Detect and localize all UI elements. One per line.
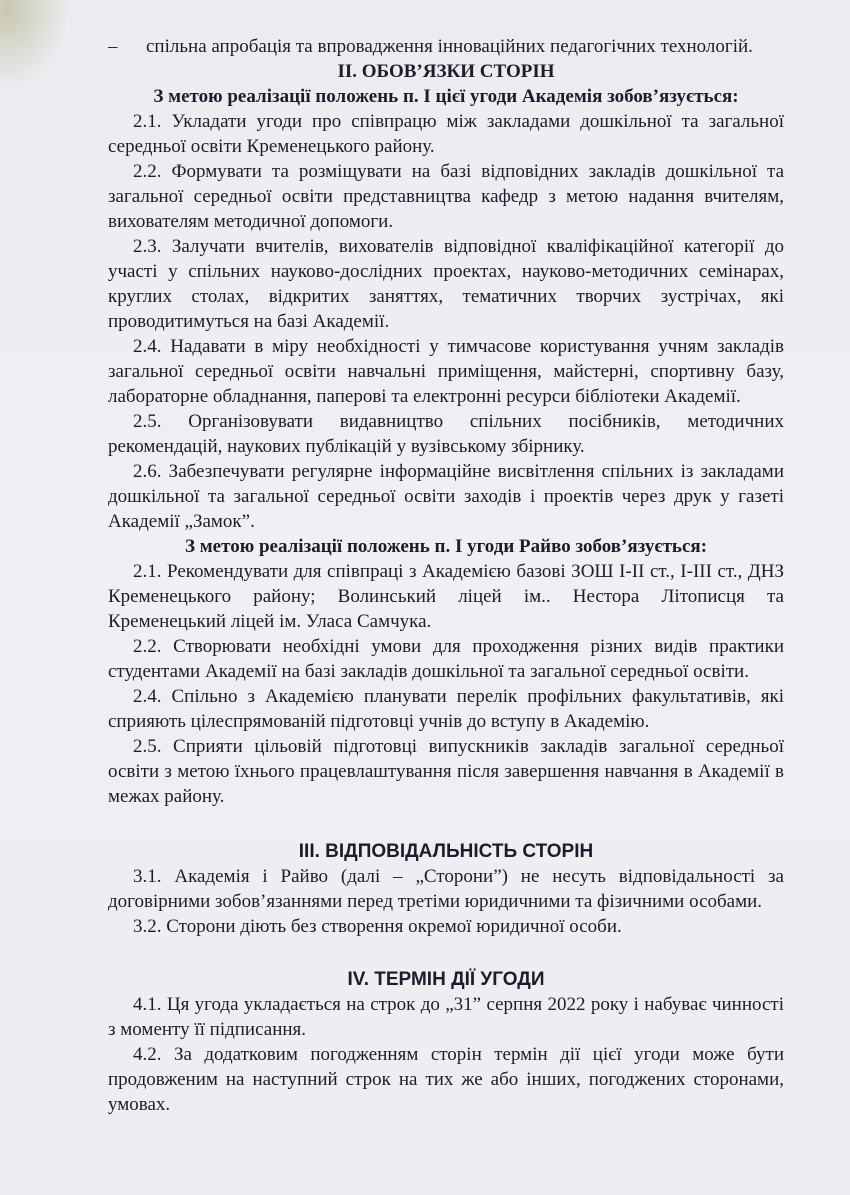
section-2-heading: II. ОБОВ’ЯЗКИ СТОРІН (337, 61, 555, 82)
paper-stain (0, 0, 70, 90)
section-4-heading: IV. ТЕРМІН ДІЇ УГОДИ (347, 969, 545, 990)
section-3-item-3-1: 3.1. Академія і Райво (далі – „Сторони”) не несуть відповідальності за договірними зобов’язаннями перед третіми юридичними та фізичними особами. (108, 866, 784, 912)
academy-item-2-1: 2.1. Укладати угоди про співпрацю між закладами дошкільної та загальної середньої освіти Кременецького району. (108, 111, 784, 157)
raivo-obligations-lead: З метою реалізації положень п. І угоди Райво зобов’язується: (184, 536, 708, 557)
section-3-item-3-2: 3.2. Сторони діють без створення окремої юридичної особи. (133, 916, 622, 937)
raivo-item-2-2: 2.2. Створювати необхідні умови для проходження різних видів практики студентами Академії на базі закладів дошкільної та загальної середньої освіти. (108, 636, 784, 682)
section-4-item-4-2: 4.2. За додатковим погодженням сторін термін дії цієї угоди може бути продовженим на наступний строк на тих же або інших, погоджених сторонами, умовах. (108, 1044, 784, 1115)
intro-paragraph (108, 34, 784, 59)
academy-item-2-2: 2.2. Формувати та розміщувати на базі відповідних закладів дошкільної та загальної середньої освіти представництва кафедр з метою надання вчителям, вихователям методичної допомоги. (108, 161, 784, 232)
intro-text: спільна апробація та впровадження інноваційних педагогічних технологій. (146, 36, 753, 57)
section-3-heading: III. ВІДПОВІДАЛЬНІСТЬ СТОРІН (298, 841, 594, 862)
academy-item-2-6: 2.6. Забезпечувати регулярне інформаційне висвітлення спільних із закладами дошкільної та загальної середньої освіти заходів і проектів через друк у газеті Академії „Замок”. (108, 461, 784, 532)
academy-item-2-4: 2.4. Надавати в міру необхідності у тимчасове користування учням закладів загальної середньої освіти навчальні приміщення, майстерні, спортивну базу, лабораторне обладнання, паперові та електронні ресурси бібліотеки Академії. (108, 336, 784, 407)
academy-obligations-lead: З метою реалізації положень п. І цієї угоди Академія зобов’язується: (153, 86, 739, 107)
academy-item-2-5: 2.5. Організовувати видавництво спільних посібників, методичних рекомендацій, наукових публікацій у вузівському збірнику. (108, 411, 784, 457)
raivo-item-2-4: 2.4. Спільно з Академією планувати перелік профільних факультативів, які сприяють цілеспрямованій підготовці учнів до вступу в Академію. (108, 686, 784, 732)
academy-item-2-3: 2.3. Залучати вчителів, вихователів відповідної кваліфікаційної категорії до участі у спільних науково-дослідних проектах, науково-методичних семінарах, круглих столах, відкритих заняттях, тематичних творчих зустрічах, які проводитимуться на базі Академії. (108, 236, 784, 332)
document-body (108, 34, 784, 1117)
raivo-item-2-5: 2.5. Сприяти цільовій підготовці випускників закладів загальної середньої освіти з метою їхнього працевлаштування після завершення навчання в Академії в межах району. (108, 736, 784, 807)
intro-dash: – (108, 36, 118, 57)
raivo-item-2-1: 2.1. Рекомендувати для співпраці з Академією базові ЗОШ І-ІІ ст., І-ІІІ ст., ДНЗ Кременецького району; Волинський ліцей ім.. Нестора Літописця та Кременецький ліцей ім. Уласа Самчука. (108, 561, 784, 632)
section-4-item-4-1: 4.1. Ця угода укладається на строк до „31” серпня 2022 року і набуває чинності з моменту її підписання. (108, 994, 784, 1040)
